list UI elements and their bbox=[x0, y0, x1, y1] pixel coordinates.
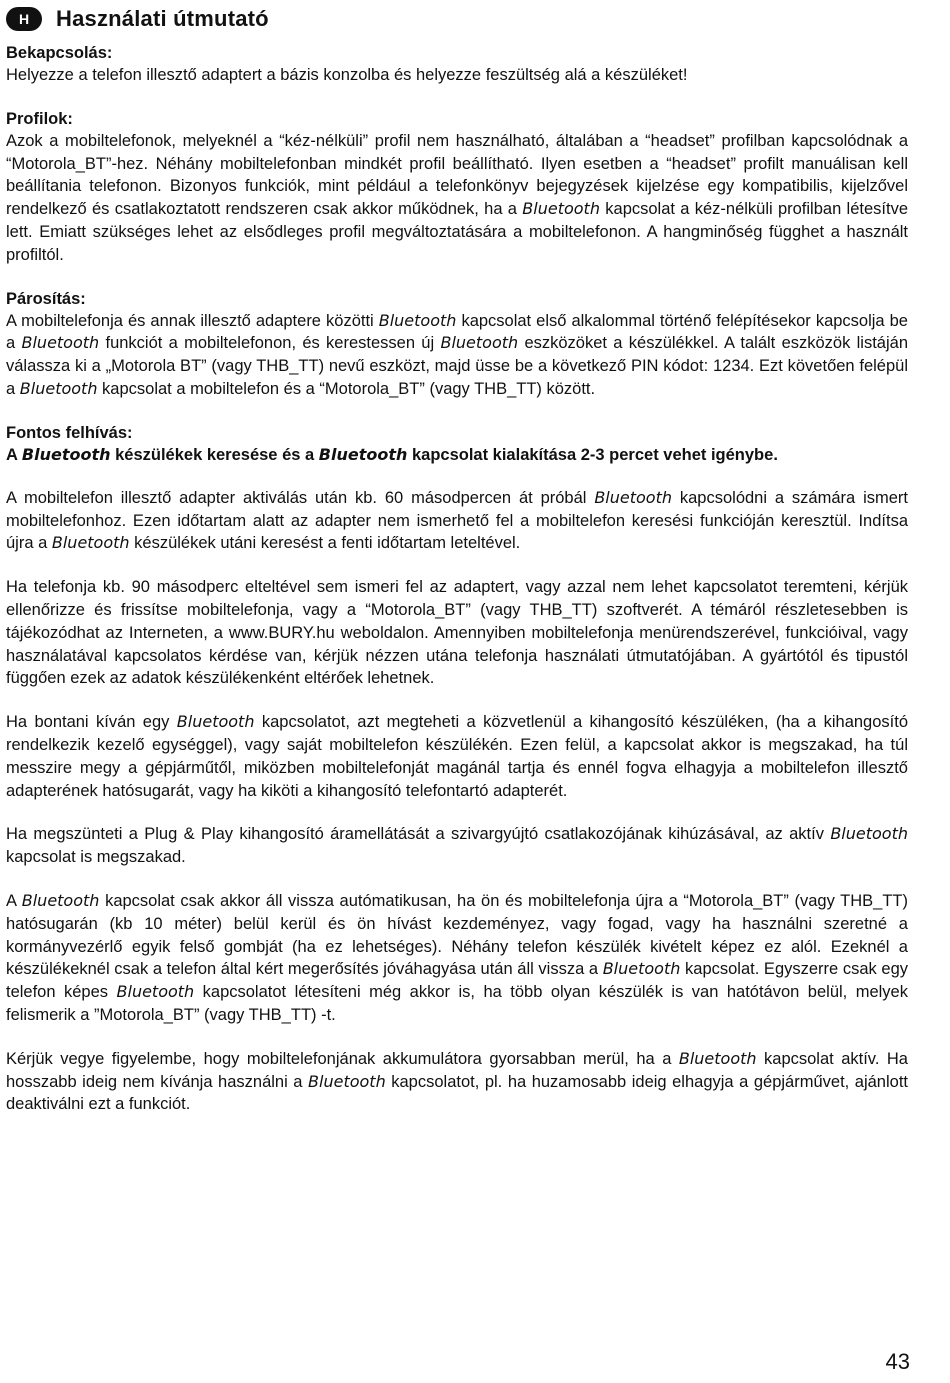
bluetooth-term: Bluetooth bbox=[318, 444, 408, 464]
section-heading: Bekapcsolás: bbox=[6, 44, 113, 62]
bluetooth-term: Bluetooth bbox=[678, 1048, 757, 1068]
page-header bbox=[6, 4, 269, 34]
bluetooth-term: Bluetooth bbox=[176, 712, 255, 732]
bluetooth-term: Bluetooth bbox=[51, 533, 130, 553]
bluetooth-term: Bluetooth bbox=[378, 310, 457, 330]
paragraph-troubleshooting: Ha telefonja kb. 90 másodperc elteltével sem ismeri fel az adaptert, vagy azzal nem lehet kapcsolatot teremteni, kérjük ellenőrizze és frissítse mobiltelefonja, vagy a “Motorola_BT” (vagy THB_TT) szoftverét. A témáról részletesebben is tájékozódhat az Interneten, a www.BURY.hu weboldalon. Amennyiben mobiltelefonja menürendszerével, funkcióival, vagy használatával kapcsolatos kérdése van, kérjük nézzen utána telefonja használati útmutatójában. A gyártótól és tipustól függően ezek az adatok készülékenként eltérőek lehetnek. bbox=[6, 578, 908, 688]
bluetooth-term: Bluetooth bbox=[522, 199, 600, 219]
important-notice: A Bluetooth készülékek keresése és a Bluetooth kapcsolat kialakítása 2-3 percet vehet igénybe. bbox=[6, 444, 778, 464]
bluetooth-term: Bluetooth bbox=[602, 959, 681, 979]
section-heading: Profilok: bbox=[6, 109, 73, 128]
section-text: Helyezze a telefon illesztő adaptert a bázis konzolba és helyezze feszültség alá a készüléket! bbox=[6, 66, 688, 84]
bluetooth-term: Bluetooth bbox=[830, 824, 908, 844]
bluetooth-term: Bluetooth bbox=[308, 1071, 386, 1091]
language-badge: H bbox=[6, 7, 42, 31]
page-number: 43 bbox=[885, 1349, 910, 1374]
paragraph-battery: Kérjük vegye figyelembe, hogy mobiltelefonjának akkumulátora gyorsabban merül, ha a Bluetooth kapcsolat aktív. Ha hosszabb ideig nem kívánja használni a Bluetooth kapcsolatot, pl. ha huzamosabb ideig elhagyja a gépjárművet, ajánlott deaktiválni ezt a funkciót. bbox=[6, 1048, 908, 1114]
bluetooth-term: Bluetooth bbox=[21, 444, 111, 464]
bluetooth-term: Bluetooth bbox=[116, 982, 195, 1002]
bluetooth-term: Bluetooth bbox=[440, 333, 519, 353]
bluetooth-term: Bluetooth bbox=[21, 333, 100, 353]
document-body bbox=[6, 42, 908, 1137]
bluetooth-term: Bluetooth bbox=[594, 487, 672, 507]
section-parositas bbox=[6, 288, 908, 401]
section-profilok bbox=[6, 108, 908, 267]
paragraph-power: Ha megszünteti a Plug & Play kihangosító áramellátását a szivargyújtó csatlakozójának kihúzásával, az aktív Bluetooth kapcsolat is megszakad. bbox=[6, 824, 908, 867]
section-text: Azok a mobiltelefonok, melyeknél a “kéz-nélküli” profil nem használható, általában a “headset” profilban kapcsolódnak a “Motorola_BT”-hez. Néhány mobiltelefonban mindkét profil beállítható. Ilyen esetben a “headset” profilt manuálisan kell beállítania telefonon. Bizonyos funkciók, mint például a telefonkönyv bejegyzések kijelzése egy kompatibilis, kijelzővel rendelkező és csatlakoztatott rendszeren csak akkor működnek, ha a Bluetooth kapcsolat a kéz-nélküli profilban létesítve lett. Emiatt szükséges lehet az elsődleges profil megváltoztatására a mobiltelefonon. A hangminőség függhet a használt profiltól. bbox=[6, 131, 908, 264]
bluetooth-term: Bluetooth bbox=[19, 378, 98, 398]
paragraph-activation: A mobiltelefon illesztő adapter aktiválás után kb. 60 másodpercen át próbál Bluetooth kapcsolódni a számára ismert mobiltelefonhoz. Ezen időtartam alatt az adapter nem ismerhető fel a mobiltelefon keresési funkcióján keresztül. Indítsa újra a Bluetooth készülékek utáni keresést a fenti időtartam leteltével. bbox=[6, 487, 908, 553]
paragraph-reconnect: A Bluetooth kapcsolat csak akkor áll vissza autómatikusan, ha ön és mobiltelefonja újra a “Motorola_BT” (vagy THB_TT) hatósugarán (kb 10 méter) belül kerül és ön hívást kezdeményez, vagy fogad, vagy ha használni szeretné a kormányvezérlő egyik felső gombját (ha ez lehetséges). Néhány telefon készülék kivételt képez ez alól. Ezeknél a készülékeknél csak a telefon által kért megerősítés jóváhagyása után áll vissza a Bluetooth kapcsolat. Egyszerre csak egy telefon képes Bluetooth kapcsolatot létesíteni még akkor is, ha több olyan készülék is van hatótávon belül, melyek felismerik a ”Motorola_BT” (vagy THB_TT) -t. bbox=[6, 890, 909, 1024]
section-fontos bbox=[6, 422, 908, 466]
paragraph-disconnect: Ha bontani kíván egy Bluetooth kapcsolatot, azt megteheti a közvetlenül a kihangosító készüléken, (ha a kihangosító rendelkezik kezelő egységgel), vagy saját mobiltelefon készülékén. Ezen felül, a kapcsolat akkor is megszakad, ha túl messzire megy a gépjárműtől, miközben mobiltelefonját magánál tartja és ennél fogva elhagyja a mobiltelefon illesztő adapterének hatósugarát, vagy ha kiköti a kihangosító telefontartó adapterét. bbox=[6, 712, 908, 800]
bluetooth-term: Bluetooth bbox=[21, 890, 100, 910]
section-text: A mobiltelefonja és annak illesztő adaptere közötti Bluetooth kapcsolat első alkalommal történő felépítésekor kapcsolja be a Bluetooth funkciót a mobiltelefonon, és kerestessen új Bluetooth eszközöket a készülékkel. A talált eszközök listáján válassza ki a „Motorola BT” (vagy THB_TT) nevű eszközt, majd üsse be a következő PIN kódot: 1234. Ezt követően felépül a Bluetooth kapcsolat a mobiltelefon és a “Motorola_BT” (vagy THB_TT) között. bbox=[6, 310, 909, 398]
section-heading: Fontos felhívás: bbox=[6, 423, 133, 442]
section-bekapcsolas bbox=[6, 42, 908, 87]
page-title: Használati útmutató bbox=[56, 6, 269, 31]
section-heading: Párosítás: bbox=[6, 289, 86, 308]
